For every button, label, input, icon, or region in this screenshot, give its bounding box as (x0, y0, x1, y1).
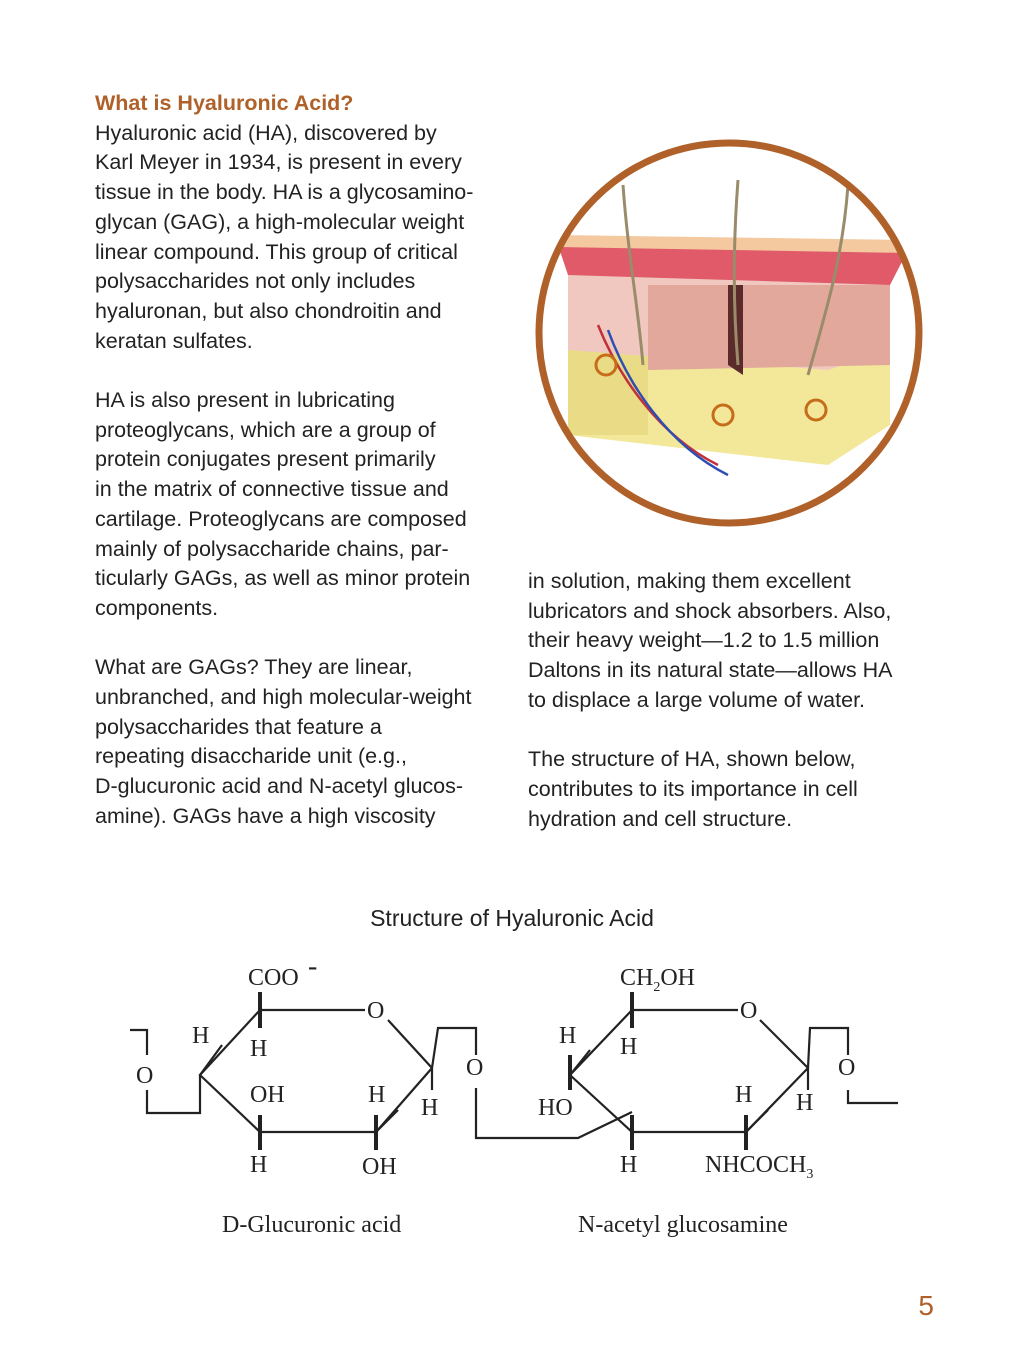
text-line: polysaccharides not only includes (95, 269, 416, 294)
h-label: H (735, 1082, 753, 1108)
h-label: H (368, 1082, 386, 1108)
page-number: 5 (918, 1290, 934, 1321)
text-line: to displace a large volume of water. (528, 687, 866, 712)
text-line: hyaluronan, but also chondroitin and (95, 298, 442, 323)
text-line: Karl Meyer in 1934, is present in every (95, 150, 462, 175)
ch2oh-label (620, 965, 695, 995)
ring1-oxygen-label: O (367, 998, 385, 1024)
text-line: hydration and cell structure. (528, 806, 793, 831)
h-label: H (250, 1036, 268, 1062)
text-line: unbranched, and high molecular-weight (95, 685, 472, 710)
text-line: protein conjugates present primarily (95, 447, 436, 472)
coo-label: COO (248, 965, 299, 991)
text-line: What are GAGs? They are linear, (95, 655, 413, 680)
right-column (528, 567, 948, 834)
bridge-oxygen-label: O (466, 1055, 484, 1081)
h-label: H (620, 1152, 638, 1178)
right-oxygen-label: O (838, 1055, 856, 1081)
h-label: H (559, 1023, 577, 1049)
hyaluronic-acid-structure-diagram (0, 950, 1024, 1250)
unit2-name: N-acetyl glucosamine (578, 1212, 788, 1238)
h-label: H (620, 1034, 638, 1060)
ch2oh-part-a: CH (620, 965, 654, 991)
text-line: in solution, making them excellent (528, 569, 851, 593)
section-heading: What is Hyaluronic Acid? (95, 91, 354, 115)
nhcoch3-main: NHCOCH (705, 1152, 807, 1178)
figure-title: Structure of Hyaluronic Acid (370, 905, 654, 931)
oh-label: OH (250, 1082, 285, 1108)
paragraph-2 (95, 386, 515, 624)
ch2oh-subscript: 2 (653, 980, 661, 995)
text-line: proteoglycans, which are a group of (95, 417, 436, 442)
left-column (95, 89, 515, 832)
text-line: D-glucuronic acid and N-acetyl glucos- (95, 774, 464, 799)
nhcoch3-subscript: 3 (806, 1167, 814, 1182)
h-label: H (250, 1152, 268, 1178)
text-line: linear compound. This group of critical (95, 239, 458, 264)
text-line: contributes to its importance in cell (528, 776, 858, 801)
skin-cross-section-illustration (528, 135, 930, 531)
text-line: HA is also present in lubricating (95, 388, 395, 413)
paragraph-5 (528, 745, 948, 834)
h-label: H (796, 1090, 814, 1116)
text-line: polysaccharides that feature a (95, 714, 382, 739)
paragraph-4 (528, 567, 948, 716)
text-line: ticularly GAGs, as well as minor protein (95, 566, 471, 591)
unit1-name: D-Glucuronic acid (222, 1212, 402, 1238)
text-line: The structure of HA, shown below, (528, 747, 856, 772)
h-label: H (421, 1095, 439, 1121)
h-label: H (192, 1023, 210, 1049)
paragraph-3 (95, 653, 515, 831)
text-line: mainly of polysaccharide chains, par- (95, 536, 449, 561)
text-line: their heavy weight—1.2 to 1.5 million (528, 628, 880, 653)
text-line: tissue in the body. HA is a glycosamino- (95, 180, 474, 205)
text-line: lubricators and shock absorbers. Also, (528, 598, 892, 623)
oh-label: OH (362, 1154, 397, 1180)
ring2-oxygen-label: O (740, 998, 758, 1024)
text-line: Daltons in its natural state—allows HA (528, 658, 893, 683)
text-line: in the matrix of connective tissue and (95, 477, 449, 502)
text-line: components. (95, 595, 219, 620)
text-line: cartilage. Proteoglycans are composed (95, 506, 467, 531)
ho-label: HO (538, 1095, 573, 1121)
text-line: keratan sulfates. (95, 328, 253, 353)
nhcoch3-label (705, 1152, 813, 1182)
coo-charge-label: - (308, 951, 318, 982)
text-line: Hyaluronic acid (HA), discovered by (95, 120, 437, 145)
text-line: amine). GAGs have a high viscosity (95, 803, 436, 828)
paragraph-1 (95, 119, 515, 357)
ch2oh-part-b: OH (660, 965, 696, 991)
text-line: repeating disaccharide unit (e.g., (95, 744, 407, 769)
left-oxygen-label: O (136, 1063, 154, 1089)
text-line: glycan (GAG), a high-molecular weight (95, 209, 465, 234)
